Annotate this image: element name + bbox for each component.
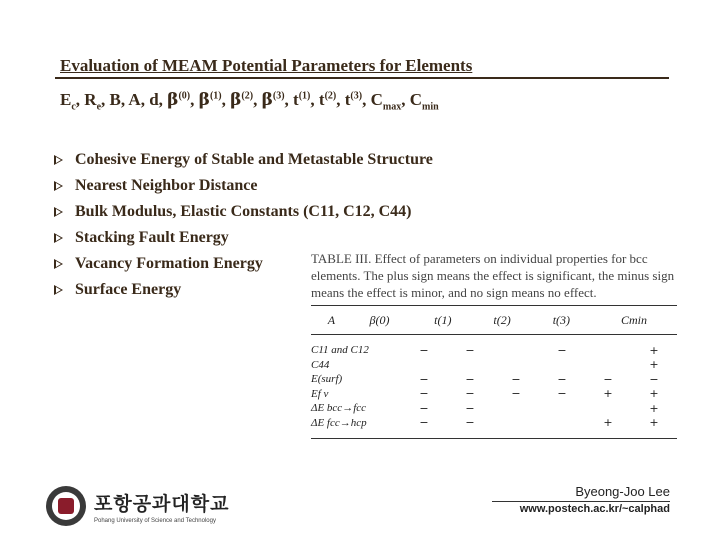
cell: +	[603, 416, 613, 430]
cell	[585, 401, 631, 416]
row-label: C11 and C12	[311, 344, 369, 357]
cell: +	[649, 343, 659, 357]
cell	[493, 416, 539, 431]
cell	[401, 358, 447, 373]
parameter-effect-table	[311, 305, 677, 439]
bullet-item: Surface Energy	[52, 277, 433, 303]
slide-title: Evaluation of MEAM Potential Parameters for Elements	[60, 56, 473, 75]
cell: −	[419, 372, 429, 386]
cell	[493, 343, 539, 358]
cell	[539, 358, 585, 373]
bullet-item: Stacking Fault Energy	[52, 225, 433, 251]
table-row	[311, 343, 677, 358]
author-url: www.postech.ac.kr/~calphad	[519, 503, 670, 515]
cell	[539, 401, 585, 416]
cell: −	[465, 372, 475, 386]
bullet-item: Bulk Modulus, Elastic Constants (C11, C12, C44)	[52, 199, 433, 225]
cell	[447, 358, 493, 373]
cell: −	[465, 343, 475, 357]
triangle-bullet-icon	[54, 207, 63, 217]
table-row	[311, 358, 677, 373]
triangle-bullet-icon	[54, 259, 63, 269]
bullet-item: Vacancy Formation Energy	[52, 251, 433, 277]
row-label: Ef v	[311, 387, 329, 400]
bullet-item: Cohesive Energy of Stable and Metastable Structure	[52, 147, 433, 173]
author-name: Byeong-Joo Lee	[575, 484, 670, 499]
cell: −	[649, 372, 659, 386]
cell: −	[419, 401, 429, 415]
cell: −	[511, 372, 521, 386]
cell	[585, 343, 631, 358]
cell: −	[465, 401, 475, 415]
header-cell: β(0)	[369, 312, 390, 327]
parameter-list: $E_c$, $R_e$, B, A, d, $\beta^{(0)}$, $\beta^{(1)}$, $\beta^{(2)}$, $\beta^{(3)}$, $t^{(1)}$, $t^{(2)}$, $t^{(3)}$, $C_{max}$, $C_{min}$	[60, 90, 439, 113]
triangle-bullet-icon	[54, 285, 63, 295]
table-row	[311, 372, 677, 387]
table-row	[311, 401, 677, 416]
triangle-bullet-icon	[54, 181, 63, 191]
cell	[585, 358, 631, 373]
bullet-item: Nearest Neighbor Distance	[52, 173, 433, 199]
cell: +	[603, 387, 613, 401]
university-seal-icon	[46, 486, 86, 526]
row-label: E(surf)	[311, 373, 343, 386]
cell: −	[603, 372, 613, 386]
table-caption: TABLE III. Effect of parameters on individual properties for bcc elements. The plus sign means the effect is significant, the minus sign means the effect is minor, and no sign means no effect.	[311, 251, 675, 300]
title-underline	[55, 77, 669, 79]
cell: +	[649, 387, 659, 401]
cell: −	[419, 416, 429, 430]
cell: −	[557, 343, 567, 357]
row-label: ΔE fcc→hcp	[311, 416, 367, 429]
cell: −	[511, 387, 521, 401]
table-row	[311, 416, 677, 431]
row-label: C44	[311, 358, 330, 371]
row-label: ΔE bcc→fcc	[311, 402, 367, 415]
cell: +	[649, 401, 659, 415]
cell	[539, 416, 585, 431]
cell: −	[557, 387, 567, 401]
logo-english-name: Pohang University of Science and Technology	[94, 517, 216, 524]
cell: −	[419, 387, 429, 401]
header-cell: t(2)	[493, 312, 511, 327]
triangle-bullet-icon	[54, 155, 63, 165]
cell: −	[465, 416, 475, 430]
cell: −	[465, 387, 475, 401]
cell: +	[649, 358, 659, 372]
logo-korean-name: 포항공과대학교	[94, 492, 230, 515]
cell	[493, 358, 539, 373]
header-cell: t(1)	[434, 312, 452, 327]
header-cell: A	[327, 312, 336, 327]
cell: −	[419, 343, 429, 357]
cell: +	[649, 416, 659, 430]
cell: −	[557, 372, 567, 386]
table-row	[311, 387, 677, 402]
footer-divider	[492, 501, 670, 502]
header-cell: Cmin	[621, 312, 648, 327]
university-logo	[46, 486, 229, 526]
header-cell: t(3)	[552, 312, 571, 327]
cell	[493, 401, 539, 416]
triangle-bullet-icon	[54, 233, 63, 243]
